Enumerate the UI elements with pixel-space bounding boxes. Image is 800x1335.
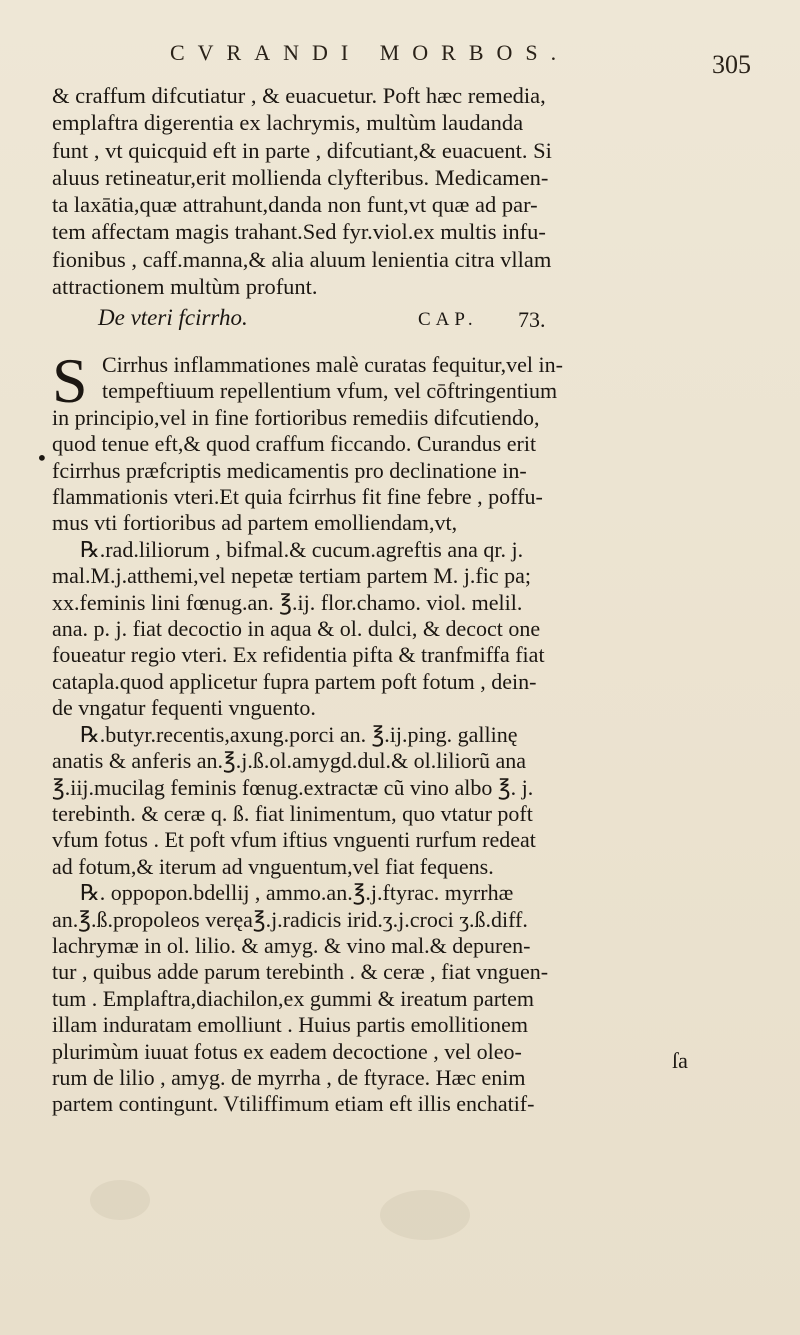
chapter-heading bbox=[98, 305, 718, 345]
drop-initial: S bbox=[52, 345, 88, 416]
running-head: CVRANDI MORBOS. bbox=[170, 40, 570, 65]
chapter-title: De vteri fcirrho. bbox=[98, 305, 248, 330]
text-line: lachrymæ in ol. lilio. & amyg. & vino mal.& depuren- bbox=[52, 932, 531, 958]
chapter-cap-label: CAP. bbox=[418, 309, 478, 330]
text-line: fionibus , caff.manna,& alia aluum lenientia citra vllam bbox=[52, 246, 552, 272]
text-line: illam induratam emolliunt . Huius partis emollitionem bbox=[52, 1012, 528, 1038]
text-line: ana. p. j. fiat decoctio in aqua & ol. dulci, & decoct one bbox=[52, 616, 541, 642]
recipe-line: ℞.butyr.recentis,axung.porci an. ℥.ij.ping. gallinę bbox=[80, 721, 518, 747]
text-line: tum . Emplaftra,diachilon,ex gummi & ireatum partem bbox=[52, 985, 535, 1011]
text-line: an.℥.ß.propoleos veręa℥.j.radicis irid.ʒ.j.croci ʒ.ß.diff. bbox=[52, 906, 528, 932]
text-line: aluus retineatur,erit mollienda clyfteribus. Medicamen- bbox=[52, 164, 549, 190]
chapter-body bbox=[52, 345, 772, 1118]
text-line: tempeftiuum repellentium vfum, vel cōftringentium bbox=[102, 378, 558, 404]
text-line: attractionem multùm profunt. bbox=[52, 274, 318, 300]
top-paragraph bbox=[52, 82, 772, 300]
text-line: foueatur regio vteri. Ex refidentia pifta & tranfmiffa fiat bbox=[52, 642, 545, 668]
text-line: ta laxātia,quæ attrahunt,danda non funt,vt quæ ad par- bbox=[52, 192, 538, 218]
text-line: plurimùm iuuat fotus ex eadem decoctione , vel oleo- bbox=[52, 1038, 522, 1064]
margin-dot: • bbox=[36, 446, 48, 470]
text-line: rum de lilio , amyg. de myrrha , de ftyrace. Hæc enim bbox=[52, 1064, 526, 1090]
recipe-line: ℞.rad.liliorum , bifmal.& cucum.agreftis ana qr. j. bbox=[80, 536, 524, 562]
text-line: terebinth. & ceræ q. ß. fiat linimentum, quo vtatur poft bbox=[52, 800, 533, 826]
text-line: mus vti fortioribus ad partem emolliendam,vt, bbox=[52, 510, 458, 536]
recipe-line: ℞. oppopon.bdellij , ammo.an.℥.j.ftyrac. myrrhæ bbox=[80, 880, 514, 906]
text-line: fcirrhus præfcriptis medicamentis pro declinatione in- bbox=[52, 457, 527, 483]
text-line: tem affectam magis trahant.Sed fyr.viol.ex multis infu- bbox=[52, 219, 546, 245]
catchword: ſa bbox=[672, 1048, 688, 1073]
text-line: anatis & anferis an.℥.j.ß.ol.amygd.dul.& ol.liliorũ ana bbox=[52, 748, 526, 774]
text-line: catapla.quod applicetur fupra partem poft fotum , dein- bbox=[52, 668, 537, 694]
text-line: xx.feminis lini fœnug.an. ℥.ij. flor.chamo. viol. melil. bbox=[52, 589, 523, 615]
text-line: tur , quibus adde parum terebinth . & ceræ , fiat vnguen- bbox=[52, 959, 549, 985]
text-line: mal.M.j.atthemi,vel nepetæ tertiam partem M. j.fic pa; bbox=[52, 563, 531, 589]
text-line: emplaftra digerentia ex lachrymis, multùm laudanda bbox=[52, 110, 524, 136]
text-line: quod tenue eft,& quod craffum ficcando. Curandus erit bbox=[52, 431, 537, 457]
text-line: funt , vt quicquid eft in parte , difcutiant,& euacuent. Si bbox=[52, 137, 552, 163]
text-line: & craffum difcutiatur , & euacuetur. Poft hæc remedia, bbox=[52, 83, 546, 108]
page-number: 305 bbox=[712, 50, 751, 79]
text-line: de vngatur fequenti vnguento. bbox=[52, 695, 316, 721]
text-line: ℥.iij.mucilag feminis fœnug.extractæ cũ vino albo ℥. j. bbox=[52, 774, 534, 800]
text-line: in principio,vel in fine fortioribus remediis difcutiendo, bbox=[52, 404, 540, 430]
text-line: Cirrhus inflammationes malè curatas fequitur,vel in- bbox=[102, 352, 563, 377]
text-line: partem contingunt. Vtiliffimum etiam eft illis enchatif- bbox=[52, 1091, 535, 1117]
chapter-number: 73. bbox=[518, 307, 546, 332]
text-line: ad fotum,& iterum ad vnguentum,vel fiat fequens. bbox=[52, 853, 494, 879]
text-line: flammationis vteri.Et quia fcirrhus fit fine febre , poffu- bbox=[52, 484, 543, 510]
paper-stain bbox=[90, 1180, 150, 1220]
paper-stain bbox=[380, 1190, 470, 1240]
text-line: vfum fotus . Et poft vfum iftius vnguenti rurfum redeat bbox=[52, 827, 536, 853]
